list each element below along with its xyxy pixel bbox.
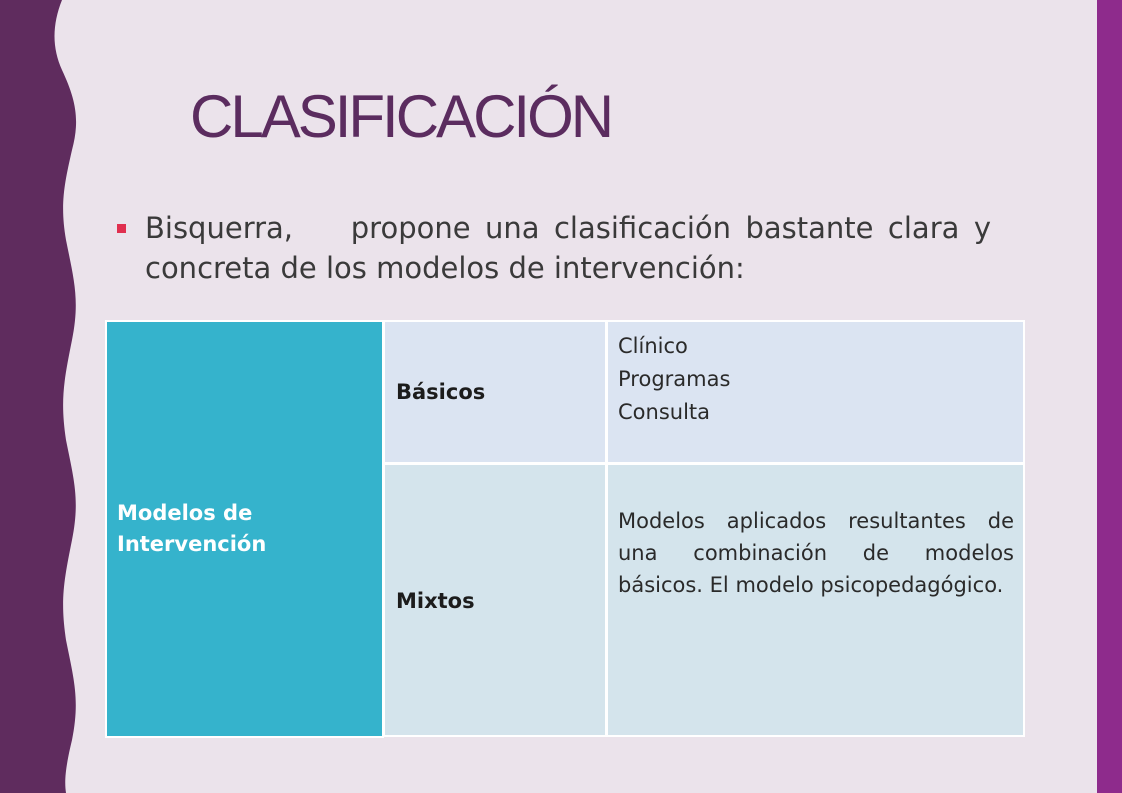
row-items-cell xyxy=(606,320,1025,464)
right-accent-bar xyxy=(1097,0,1122,793)
basicos-list xyxy=(608,322,1023,429)
mixtos-description: Modelos aplicados resultantes de una combinación de modelos básicos. El modelo psicopedagógico. xyxy=(618,509,1014,597)
bullet-marker-icon xyxy=(117,224,126,233)
bullet-item xyxy=(117,208,1001,288)
row-label-cell xyxy=(383,320,607,464)
list-item: Clínico xyxy=(618,334,688,358)
list-item: Programas xyxy=(618,367,731,391)
row-label-basicos: Básicos xyxy=(396,380,486,404)
category-cell xyxy=(105,320,384,738)
left-wave-band xyxy=(0,0,90,793)
row-label-cell xyxy=(383,463,607,737)
list-item: Consulta xyxy=(618,400,711,424)
bullet-text: Bisquerra, propone una clasificación bastante clara y concreta de los modelos de intervención: xyxy=(145,211,1001,285)
slide-title: CLASIFICACIÓN xyxy=(190,83,612,150)
row-label-mixtos: Mixtos xyxy=(396,589,475,613)
category-label: Modelos de Intervención xyxy=(117,501,267,556)
row-description-cell xyxy=(606,463,1025,737)
